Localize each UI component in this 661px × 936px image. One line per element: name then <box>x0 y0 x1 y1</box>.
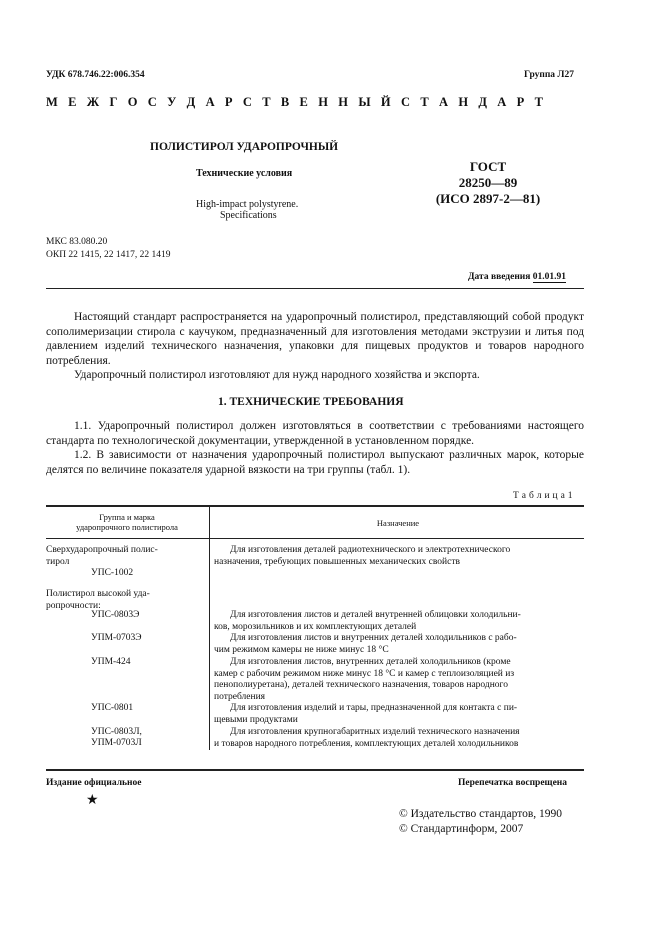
group-2: Полистирол высокой уда- ропрочности: <box>46 589 150 611</box>
table-column-divider <box>209 505 210 750</box>
intro-date-label: Дата введения <box>468 272 531 282</box>
footer-divider <box>46 769 584 771</box>
gost-number: 28250—89 <box>458 175 518 190</box>
title-en-1: High-impact polystyrene. <box>196 199 299 210</box>
copyright-1: © Издательство стандартов, 1990 <box>399 808 563 820</box>
section-title: 1. ТЕХНИЧЕСКИЕ ТРЕБОВАНИЯ <box>218 396 404 408</box>
paragraph-4: 1.2. В зависимости от назначения ударопрочный полистирол выпускают различных марок, которые делятся по величине показателя ударной вязкости на три группы (табл. 1). <box>46 449 584 476</box>
grade-upm-0703e: УПМ-0703Э <box>91 633 142 643</box>
table-header-purpose: Назначение <box>376 518 420 528</box>
purpose-5: Для изготовления изделий и тары, предназначенной для контакта с пи- щевыми продуктами <box>214 703 518 725</box>
grade-ups-0803e: УПС-0803Э <box>91 610 140 620</box>
mks-code: МКС 83.080.20 <box>46 237 108 247</box>
purpose-2: Для изготовления листов и деталей внутренней облицовки холодильни- ков, морозильников и их комплектующих деталей <box>214 610 521 632</box>
udk-code: УДК 678.746.22:006.354 <box>46 70 145 80</box>
reprint-label: Перепечатка воспрещена <box>458 778 568 788</box>
paragraph-1: Настоящий стандарт распространяется на ударопрочный полистирол, представляющий собой продукт сополимеризации стирола с каучуком, предназначенный для изготовления методами экструзии и литья под давлением изделий технического назначения, упаковки для пищевых продуктов и товаров народного потребления. <box>46 311 584 367</box>
purpose-3: Для изготовления листов и внутренних деталей холодильников с рабо- чим режимом камеры не ниже минус 18 °С <box>214 633 517 655</box>
paragraph-3: 1.1. Ударопрочный полистирол должен изготовляться в соответствии с требованиями настоящего стандарта по технологической документации, утвержденной в установленном порядке. <box>46 420 584 447</box>
intro-date <box>468 272 566 282</box>
grade-ups-0801: УПС-0801 <box>91 703 134 713</box>
grade-upm-0703l: УПМ-0703Л <box>91 738 142 748</box>
iso-number: (ИСО 2897-2—81) <box>435 191 541 206</box>
okp-code: ОКП 22 1415, 22 1417, 22 1419 <box>46 250 171 260</box>
table-header-group: Группа и марка ударопрочного полистирола <box>76 512 178 532</box>
gost-label: ГОСТ <box>469 159 507 174</box>
intro-date-value: 01.01.91 <box>532 272 567 282</box>
copyright-2: © Стандартинформ, 2007 <box>399 823 524 835</box>
document-subtitle: Технические условия <box>196 168 293 179</box>
purpose-4: Для изготовления листов, внутренних деталей холодильников (кроме камер с рабочим режимом ниже минус 18 °С и камер с теплоизоляцией из пенополиуретана), деталей технического назначения, товаров народного потребления <box>214 657 515 702</box>
paragraph-2: Ударопрочный полистирол изготовляют для нужд народного хозяйства и экспорта. <box>74 369 480 381</box>
edition-label: Издание официальное <box>46 778 142 788</box>
star-icon: ★ <box>86 793 99 808</box>
grade-ups-0803l: УПС-0803Л, <box>91 727 142 737</box>
table-top-rule <box>46 505 584 507</box>
standard-banner: М Е Ж Г О С У Д А Р С Т В Е Н Н Ы Й С Т А Н Д А Р Т <box>46 95 547 109</box>
table-caption: Т а б л и ц а 1 <box>513 491 573 501</box>
purpose-1: Для изготовления деталей радиотехнического и электротехнического назначения, требующих повышенных механических свойств <box>214 545 511 567</box>
purpose-6: Для изготовления крупногабаритных изделий технического назначения и товаров народного потребления, комплектующих деталей холодильников <box>214 727 520 749</box>
table-header-rule <box>46 538 584 539</box>
document-title: ПОЛИСТИРОЛ УДАРОПРОЧНЫЙ <box>150 141 339 153</box>
group-1: Сверхударопрочный полис- тирол <box>46 545 158 567</box>
group-code: Группа Л27 <box>524 70 575 80</box>
grade-ups-1002: УПС-1002 <box>91 568 134 578</box>
title-en-2: Specifications <box>220 210 277 221</box>
header-divider <box>46 288 584 289</box>
grade-upm-424: УПМ-424 <box>91 657 131 667</box>
